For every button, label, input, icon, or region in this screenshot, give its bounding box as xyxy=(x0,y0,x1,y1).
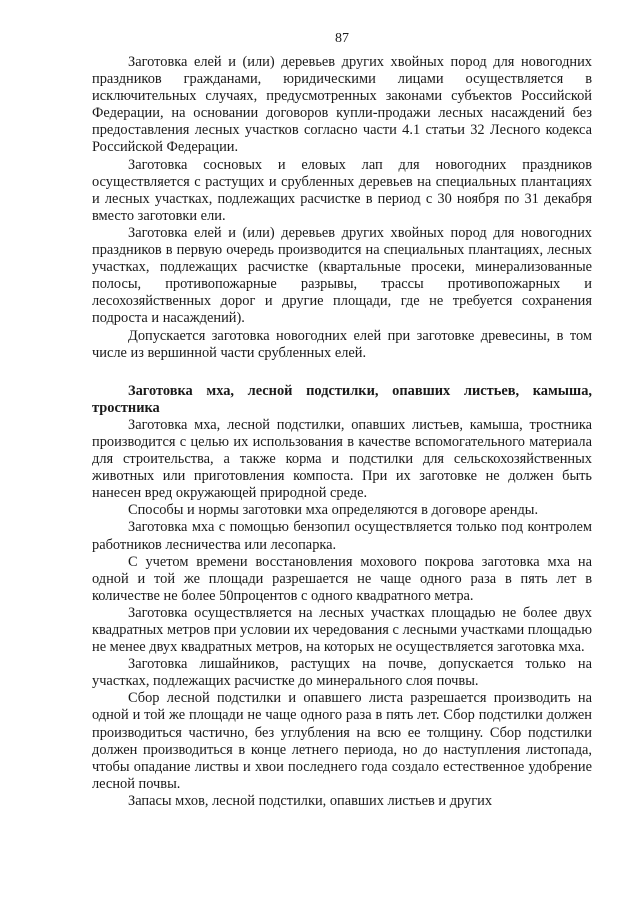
paragraph-6: Способы и нормы заготовки мха определяются в договоре аренды. xyxy=(128,502,539,519)
paragraph-8: С учетом времени восстановления мохового покрова заготовка мха на одной и той же площади разрешается не чаще одного раза в пять лет в количестве не более 50процентов с одного квадратного метра. xyxy=(92,553,592,604)
paragraph-4: Допускается заготовка новогодних елей при заготовке древесины, в том числе из вершинной части срубленных елей. xyxy=(92,327,592,361)
paragraph-9: Заготовка осуществляется на лесных участках площадью не более двух квадратных метров при условии их чередования с лесными участками площадью не менее двух квадратных метров, на которых не осуществляется заготовка мха. xyxy=(92,604,592,656)
paragraph-5: Заготовка мха, лесной подстилки, опавших листьев, камыша, тростника производится с целью их использования в качестве вспомогательного материала для строительства, а также корма и подстилки для сельскохозяйственных животных или приготовления компоста. При их заготовке не должен быть нанесен вред окружающей природной среде. xyxy=(92,416,592,502)
paragraph-7: Заготовка мха с помощью бензопил осуществляется только под контролем работников лесничества или лесопарка. xyxy=(92,519,592,553)
paragraph-11: Сбор лесной подстилки и опавшего листа разрешается производить на одной и той же площади не чаще одного раза в пять лет. Сбор подстилки должен производиться частично, без углубления на всю ее толщину. Сбор подстилки должен производиться в конце летнего периода, но до наступления листопада, чтобы опадание листвы и хвои последнего года создало естественное удобрение лесной почвы. xyxy=(92,690,592,792)
paragraph-1: Заготовка елей и (или) деревьев других хвойных пород для новогодних праздников гражданами, юридическими лицами осуществляется в исключительных случаях, предусмотренных законами субъектов Российской Федерации, на основании договоров купли-продажи лесных насаждений без предоставления лесных участков согласно части 4.1 статьи 32 Лесного кодекса Российской Федерации. xyxy=(92,54,592,156)
paragraph-3: Заготовка елей и (или) деревьев других хвойных пород для новогодних праздников в первую очередь производится на специальных плантациях, лесных участках, подлежащих расчистке (квартальные просеки, минерализованные полосы, противопожарные разрывы, трассы противопожарных и лесохозяйственных дорог и другие площади, где не требуется сохранения подроста и насаждений). xyxy=(92,224,592,327)
section-heading: Заготовка мха, лесной подстилки, опавших листьев, камыша, тростника xyxy=(92,382,592,416)
paragraph-12: Запасы мхов, лесной подстилки, опавших листьев и других xyxy=(128,792,493,809)
paragraph-10: Заготовка лишайников, растущих на почве, допускается только на участках, подлежащих расчистке до минерального слоя почвы. xyxy=(92,656,592,690)
page-number: 87 xyxy=(335,31,349,46)
document-page xyxy=(92,30,592,810)
paragraph-2: Заготовка сосновых и еловых лап для новогодних праздников осуществляется с растущих и срубленных деревьев на специальных плантациях и лесных участках, подлежащих расчистке в период с 30 ноября по 31 декабря вместо заготовки ели. xyxy=(92,156,592,224)
